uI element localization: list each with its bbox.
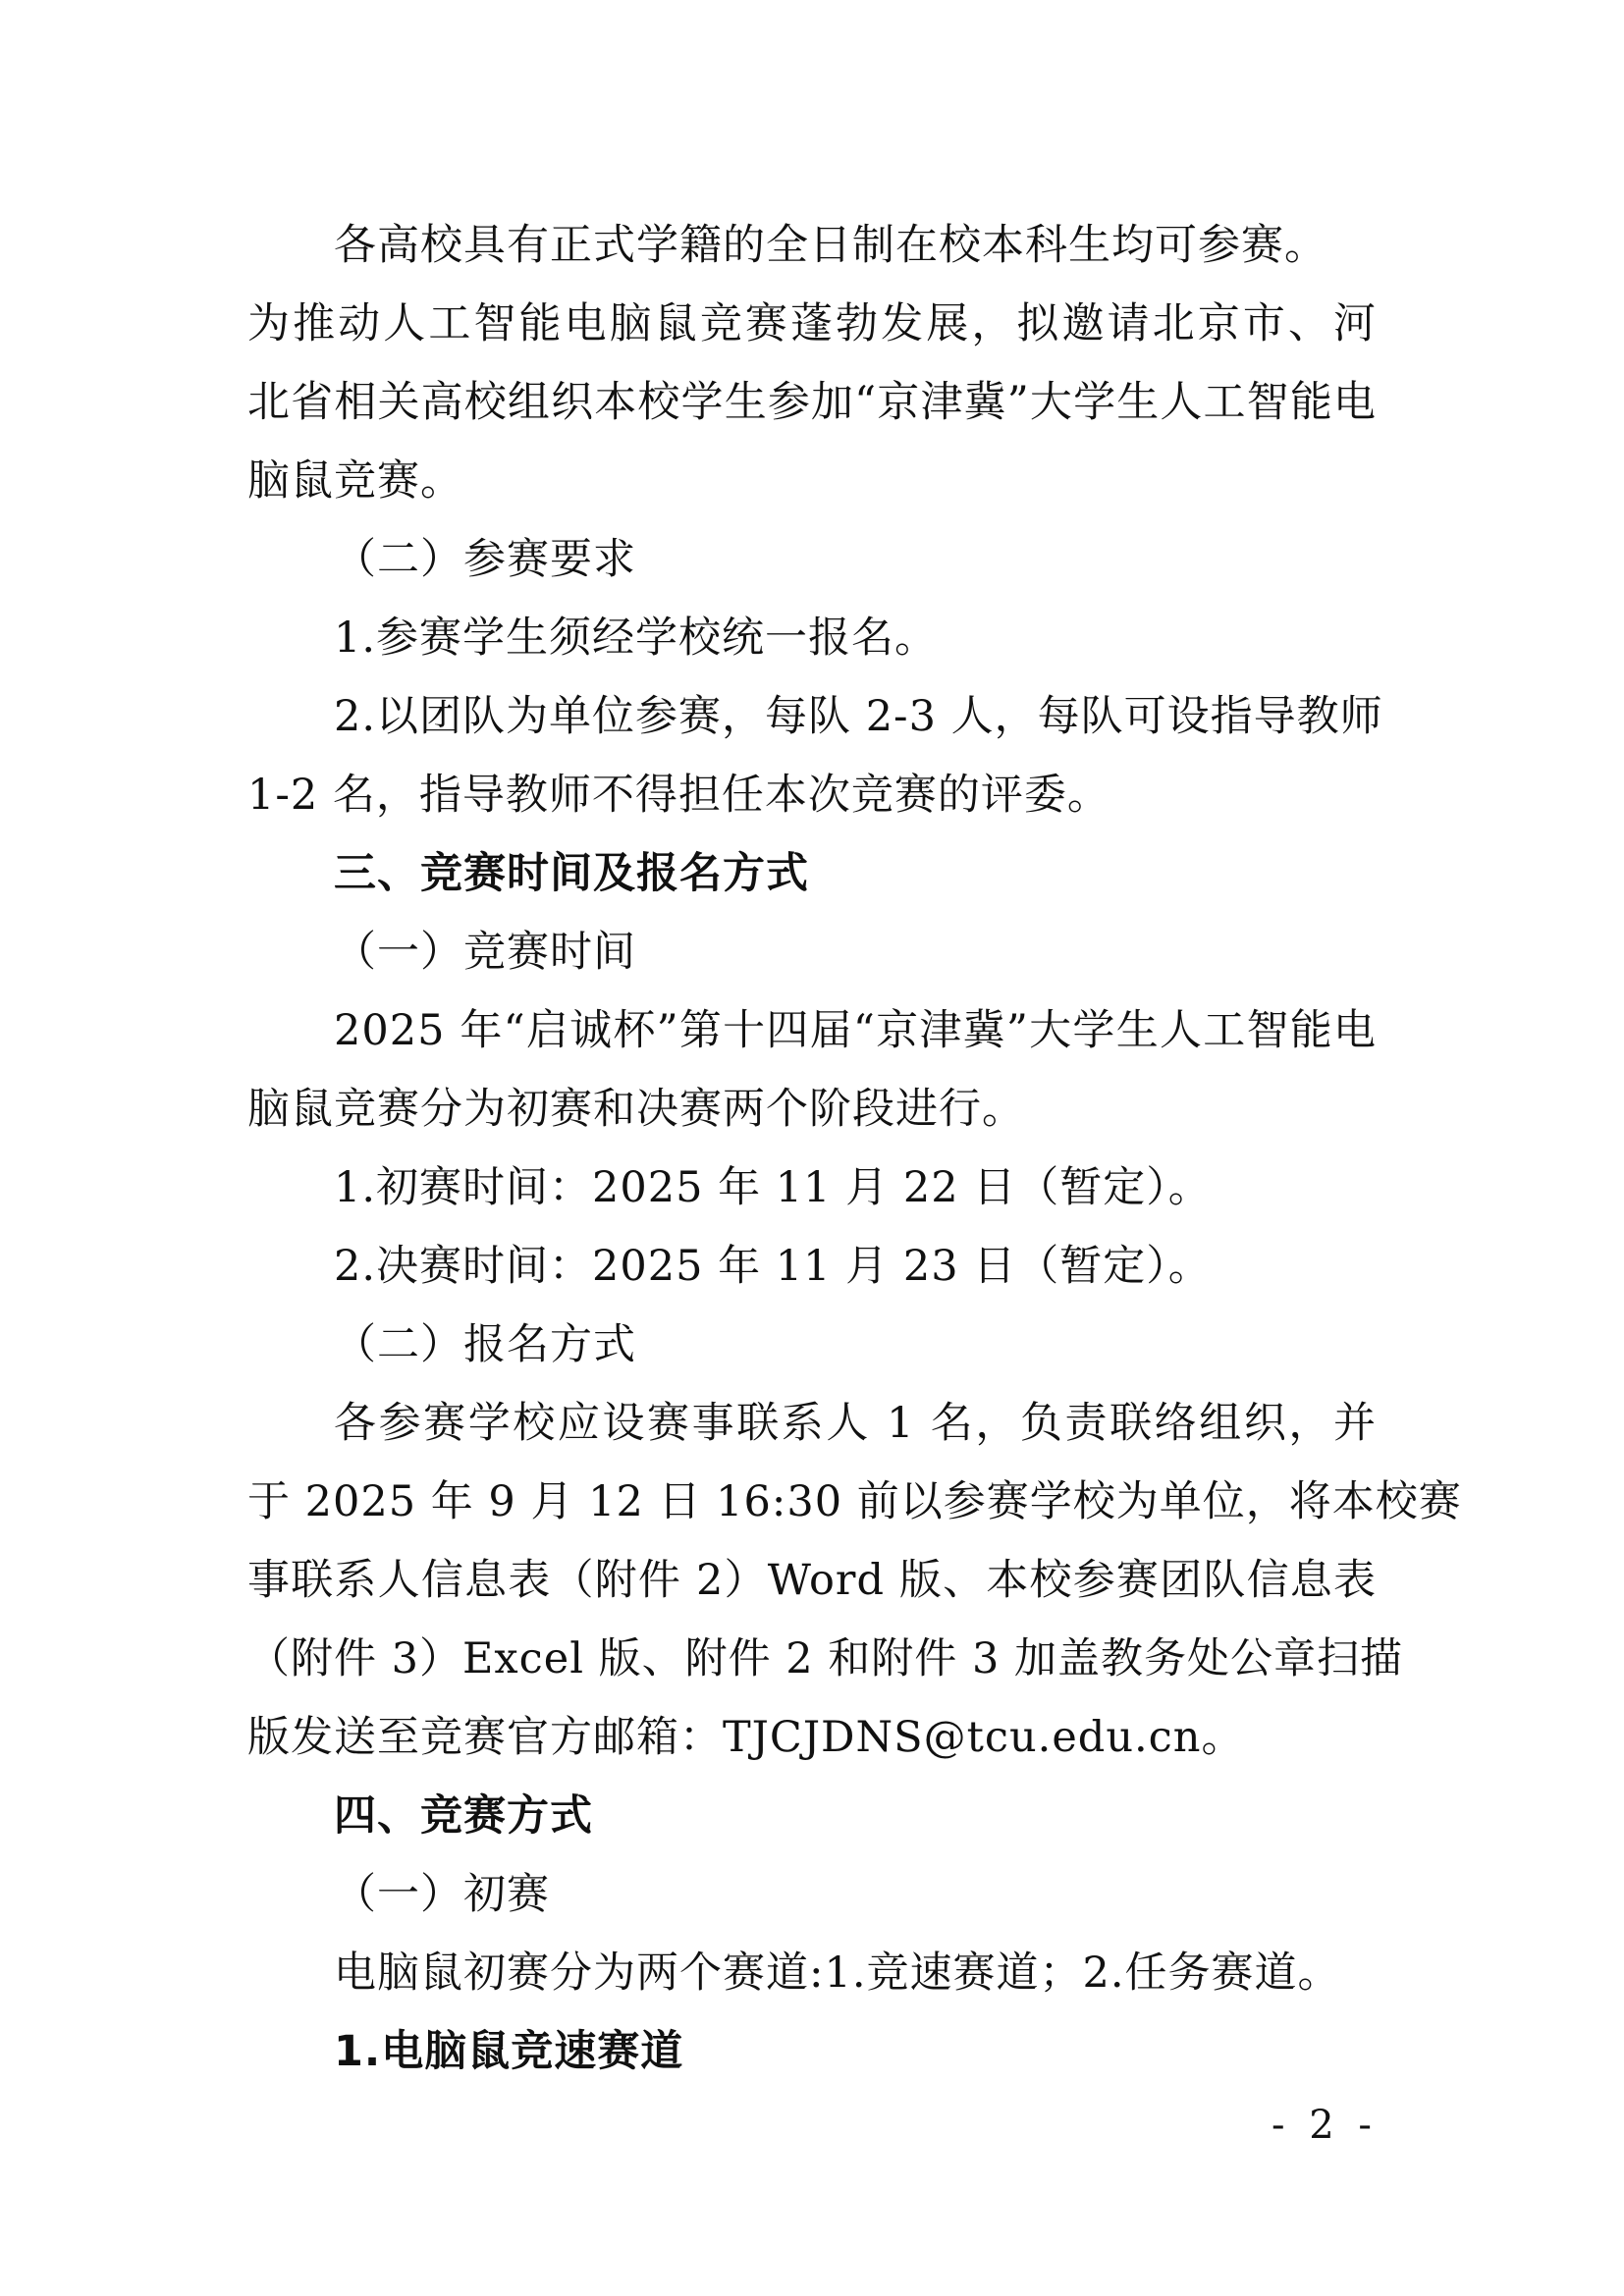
competition-time-paragraph-line-1: 2025 年“启诚杯”第十四届“京津冀”大学生人工智能电 <box>334 1006 1377 1055</box>
section-heading-4: 四、竞赛方式 <box>334 1791 593 1841</box>
registration-paragraph-line-1: 各参赛学校应设赛事联系人 1 名，负责联络组织，并 <box>334 1399 1377 1448</box>
preliminary-time: 1.初赛时间：2025 年 11 月 22 日（暂定）。 <box>334 1163 1212 1212</box>
section-heading-3: 三、竞赛时间及报名方式 <box>334 849 809 898</box>
requirement-item-1: 1.参赛学生须经学校统一报名。 <box>334 614 939 663</box>
paragraph-line-3: 北省相关高校组织本校学生参加“京津冀”大学生人工智能电 <box>247 378 1377 427</box>
track-heading-speed: 1.电脑鼠竞速赛道 <box>334 2027 684 2076</box>
requirement-item-2-line-2: 1-2 名，指导教师不得担任本次竞赛的评委。 <box>247 771 1110 820</box>
registration-paragraph-line-4: （附件 3）Excel 版、附件 2 和附件 3 加盖教务处公章扫描 <box>247 1634 1404 1683</box>
preliminary-tracks: 电脑鼠初赛分为两个赛道:1.竞速赛道；2.任务赛道。 <box>334 1949 1341 1998</box>
paragraph-line-2: 为推动人工智能电脑鼠竞赛蓬勃发展，拟邀请北京市、河 <box>247 299 1377 348</box>
paragraph-line-4: 脑鼠竞赛。 <box>247 456 463 506</box>
subheading-participation-requirements: （二）参赛要求 <box>334 535 636 584</box>
page-number: - 2 - <box>1272 2103 1378 2148</box>
subheading-competition-time: （一）竞赛时间 <box>334 928 636 977</box>
subheading-preliminary: （一）初赛 <box>334 1870 550 1919</box>
requirement-item-2-line-1: 2.以团队为单位参赛，每队 2-3 人，每队可设指导教师 <box>334 692 1383 741</box>
paragraph-line-1: 各高校具有正式学籍的全日制在校本科生均可参赛。 <box>334 221 1327 270</box>
registration-paragraph-line-3: 事联系人信息表（附件 2）Word 版、本校参赛团队信息表 <box>247 1556 1377 1605</box>
registration-paragraph-line-5: 版发送至竞赛官方邮箱：TJCJDNS@tcu.edu.cn。 <box>247 1713 1245 1762</box>
subheading-registration-method: （二）报名方式 <box>334 1320 636 1369</box>
registration-paragraph-line-2: 于 2025 年 9 月 12 日 16:30 前以参赛学校为单位，将本校赛 <box>247 1477 1462 1526</box>
final-time: 2.决赛时间：2025 年 11 月 23 日（暂定）。 <box>334 1242 1212 1291</box>
competition-time-paragraph-line-2: 脑鼠竞赛分为初赛和决赛两个阶段进行。 <box>247 1085 1025 1134</box>
